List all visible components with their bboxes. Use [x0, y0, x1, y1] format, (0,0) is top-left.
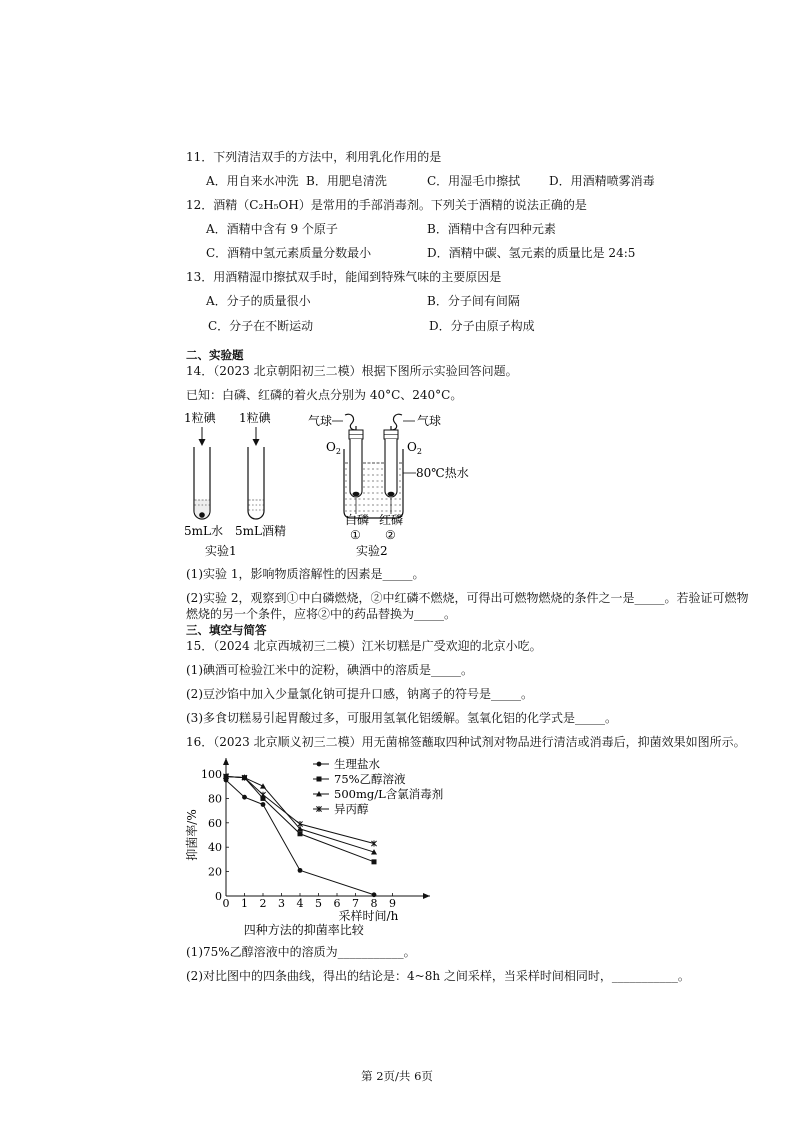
q11-option-a: A．用自来水冲洗	[206, 174, 299, 188]
q13-option-a: A．分子的质量很小	[206, 294, 311, 308]
red-phosphorus-label: 红磷	[379, 513, 404, 527]
q14-part1: (1)实验 1，影响物质溶解性的因素是_____。	[186, 567, 425, 581]
alcohol-label: 5mL酒精	[235, 524, 286, 538]
y-tick-label: 80	[208, 792, 222, 806]
white-phosphorus	[353, 492, 360, 497]
tube-white-phosphorus	[350, 439, 362, 497]
q15-part2: (2)豆沙馅中加入少量氯化钠可提升口感，钠离子的符号是_____。	[186, 687, 534, 701]
q14-part2-line1: (2)实验 2，观察到①中白磷燃烧，②中红磷不燃烧，可得出可燃物燃烧的条件之一是_____。若验证可燃物	[186, 591, 749, 605]
experiment2-label: 实验2	[356, 544, 388, 558]
tube-red-phosphorus	[385, 439, 397, 497]
red-phosphorus	[388, 492, 395, 497]
q11-option-d: D．用酒精喷雾消毒	[549, 174, 655, 188]
x-tick-label: 5	[315, 897, 322, 910]
legend-label-4: 异丙醇	[334, 802, 369, 816]
q16-stem: 16．（2023 北京顺义初三二模）用无菌棉签蘸取四种试剂对物品进行清洁或消毒后，抑菌效果如图所示。	[186, 735, 746, 749]
q13-option-d: D．分子由原子构成	[429, 319, 535, 333]
q15-stem: 15．（2024 北京西城初三二模）江米切糕是广受欢迎的北京小吃。	[186, 639, 542, 653]
iodine-particle-1	[199, 512, 205, 518]
q14-known: 已知：白磷、红磷的着火点分别为 40°C、240°C。	[186, 388, 463, 402]
q11-option-c: C．用湿毛巾擦拭	[427, 174, 521, 188]
circle-number-2: ②	[385, 528, 396, 542]
y-axis-label: 抑菌率/%	[185, 809, 199, 861]
q12-option-d: D．酒精中碳、氢元素的质量比是 24:5	[427, 246, 636, 260]
water-label: 5mL水	[184, 524, 223, 538]
x-axis-arrow	[423, 893, 430, 899]
test-tube-2	[248, 447, 264, 519]
circle-number-1: ①	[350, 528, 361, 542]
q15-part1: (1)碘酒可检验江米中的淀粉，碘酒中的溶质是_____。	[186, 663, 473, 677]
balloon-label-left: 气球	[308, 414, 333, 428]
x-tick-label: 9	[389, 897, 396, 910]
x-tick-label: 6	[333, 897, 341, 910]
balloon-right	[391, 414, 402, 430]
y-tick-label: 60	[208, 816, 222, 830]
x-tick-label: 3	[278, 897, 285, 910]
q13-stem: 13．用酒精湿巾擦拭双手时，能闻到特殊气味的主要原因是	[186, 270, 502, 284]
white-phosphorus-label: 白磷	[345, 513, 370, 527]
x-tick-label: 8	[370, 897, 378, 910]
o2-label-left: $O_2$	[326, 440, 341, 456]
q15-part3: (3)多食切糕易引起胃酸过多，可服用氢氧化铝缓解。氢氧化铝的化学式是_____。	[186, 711, 618, 725]
legend-label-2: 75%乙醇溶液	[334, 772, 406, 786]
data-point-series-1	[242, 795, 247, 800]
x-axis-label: 采样时间/h	[338, 909, 399, 923]
y-tick-label: 40	[208, 841, 222, 855]
data-point-series-2	[372, 859, 377, 864]
q13-option-b: B．分子间有间隔	[427, 294, 520, 308]
q13-option-c: C．分子在不断运动	[208, 319, 314, 333]
q16-part1: (1)75%乙醇溶液中的溶质为___________。	[186, 945, 416, 959]
x-tick-label: 2	[259, 897, 267, 910]
x-tick-label: 1	[241, 897, 248, 910]
data-point-series-1	[372, 892, 377, 897]
q16-part2: (2)对比图中的四条曲线，得出的结论是：4~8h 之间采样，当采样时间相同时，___________。	[186, 969, 690, 983]
legend-marker-1	[317, 762, 322, 767]
data-point-series-1	[261, 802, 266, 807]
y-tick-label: 0	[215, 890, 222, 903]
q12-stem: 12．酒精（C₂H₅OH）是常用的手部消毒剂。下列关于酒精的说法正确的是	[186, 198, 587, 212]
data-point-series-1	[298, 868, 303, 873]
o2-label-right: $O_2$	[407, 440, 422, 456]
q12-option-b: B．酒精中含有四种元素	[427, 222, 556, 236]
experiment1-label: 实验1	[205, 544, 237, 558]
x-tick-label: 4	[296, 897, 304, 910]
y-tick-label: 20	[208, 865, 222, 879]
iodine-label-1: 1粒碘	[184, 411, 216, 425]
q14-stem: 14．（2023 北京朝阳初三二模）根据下图所示实验回答问题。	[186, 364, 518, 378]
page-footer: 第 2页/共 6页	[361, 1069, 433, 1083]
iodine-label-2: 1粒碘	[239, 411, 271, 425]
y-axis-arrow	[223, 758, 229, 765]
q12-option-a: A．酒精中含有 9 个原子	[206, 222, 338, 236]
legend-label-3: 500mg/L含氯消毒剂	[334, 787, 444, 801]
q14-part2-line2: 燃烧的另一个条件，应将②中的药品替换为_____。	[186, 607, 457, 621]
legend-label-1: 生理盐水	[334, 757, 380, 771]
hot-water-label: 80℃热水	[416, 466, 469, 480]
data-point-series-4	[260, 792, 265, 798]
balloon-label-right: 气球	[417, 414, 442, 428]
y-tick-label: 100	[201, 768, 222, 781]
chart-title: 四种方法的抑菌率比较	[243, 923, 364, 937]
q11-stem: 11．下列清洁双手的方法中，利用乳化作用的是	[186, 150, 442, 164]
q11-option-b: B．用肥皂清洗	[306, 174, 387, 188]
balloon-left	[345, 414, 356, 430]
legend-marker-2	[317, 777, 322, 782]
q14-experiment-figure	[180, 405, 480, 560]
section-title-experiment: 二、实验题	[186, 348, 244, 362]
x-tick-label: 7	[352, 897, 359, 910]
data-point-series-2	[298, 831, 303, 836]
x-tick-label: 0	[222, 897, 230, 910]
data-point-series-3	[260, 783, 266, 788]
bacteriostatic-rate-chart	[180, 752, 450, 942]
q12-option-c: C．酒精中氢元素质量分数最小	[206, 246, 372, 260]
section-title-fill-in: 三、填空与简答	[186, 623, 267, 637]
